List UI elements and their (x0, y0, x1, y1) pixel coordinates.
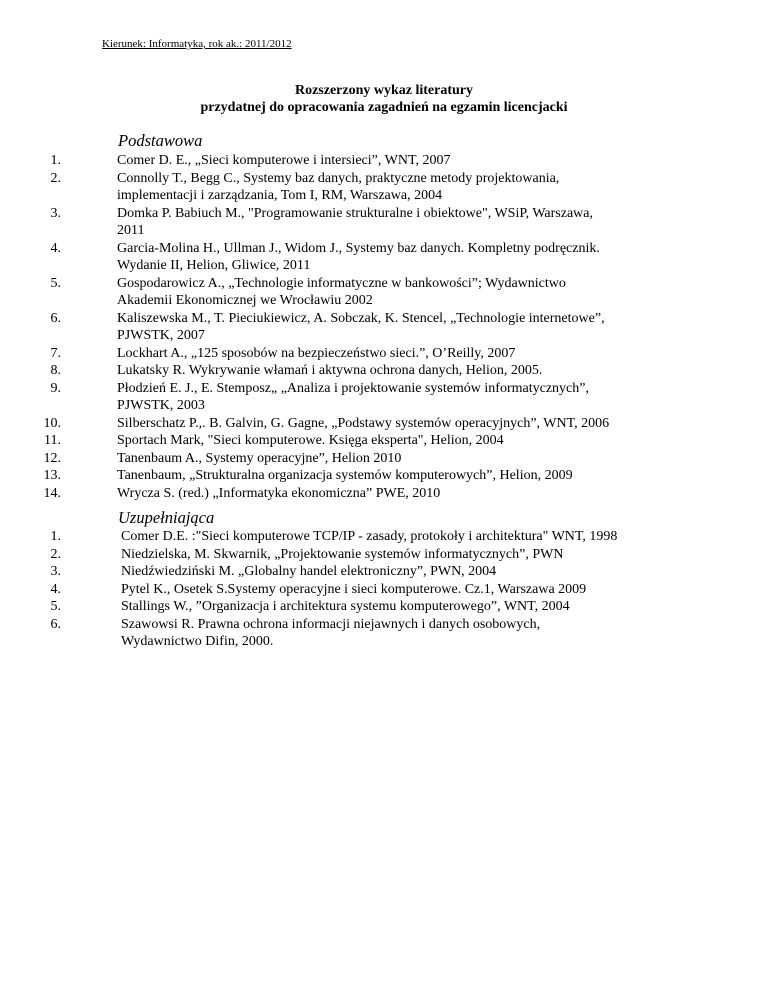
item-citation: Gospodarowicz A., „Technologie informatyczne w bankowości”; Wydawnictwo Akademii Ekonomicznej we Wrocławiu 2002 (117, 275, 566, 308)
bibliography-item (50, 345, 756, 363)
item-citation: Domka P. Babiuch M., "Programowanie strukturalne i obiektowe", WSiP, Warszawa, 2011 (117, 205, 593, 238)
section-heading-supplementary: Uzupełniająca (118, 508, 215, 527)
item-citation: Niedzielska, M. Skwarnik, „Projektowanie systemów informatycznych”, PWN (121, 546, 564, 562)
item-citation: Tanenbaum, „Strukturalna organizacja systemów komputerowych”, Helion, 2009 (117, 468, 573, 483)
bibliography-item (50, 563, 756, 581)
bibliography-item (50, 380, 756, 415)
item-number-label: 13. (43, 468, 61, 483)
item-number-label: 4. (50, 240, 61, 256)
document-title (0, 82, 768, 116)
item-citation: Tanenbaum A., Systemy operacyjne”, Helion 2010 (117, 450, 402, 466)
item-number-label: 2. (50, 546, 61, 562)
item-citation: Garcia-Molina H., Ullman J., Widom J., Systemy baz danych. Kompletny podręcznik. Wydanie II, Helion, Gliwice, 2011 (117, 240, 600, 273)
item-number-label: 4. (50, 581, 61, 597)
page-header: Kierunek: Informatyka, rok ak.: 2011/2012 (102, 38, 292, 50)
bibliography-item (50, 152, 756, 170)
item-number-label: 6. (50, 616, 61, 632)
bibliography-item (50, 598, 756, 616)
item-number-label: 5. (50, 275, 61, 291)
item-citation: Płodzień E. J., E. Stemposz„ „Analiza i projektowanie systemów informatycznych”, PJWSTK, 2003 (117, 380, 589, 413)
item-citation: Wrycza S. (red.) „Informatyka ekonomiczna” PWE, 2010 (117, 485, 441, 501)
bibliography-item (50, 205, 756, 240)
item-number-label: 8. (50, 363, 61, 378)
item-number-label: 12. (43, 450, 61, 466)
bibliography-item (44, 432, 756, 450)
item-citation: Lukatsky R. Wykrywanie włamań i aktywna ochrona danych, Helion, 2005. (117, 363, 543, 378)
item-citation: Stallings W., ”Organizacja i architektura systemu komputerowego”, WNT, 2004 (121, 599, 570, 614)
item-number-label: 3. (50, 205, 61, 221)
bibliography-item (50, 546, 756, 564)
item-citation: Niedźwiedziński M. „Globalny handel elektroniczny”, PWN, 2004 (121, 564, 497, 579)
item-number-label: 5. (50, 599, 61, 614)
bibliography-item (50, 310, 756, 345)
item-number-label: 2. (50, 170, 61, 186)
title-line-2: przydatnej do opracowania zagadnień na egzamin licencjacki (200, 100, 568, 115)
bibliography-item (50, 616, 756, 651)
bibliography-item (50, 170, 756, 205)
item-citation: Kaliszewska M., T. Pieciukiewicz, A. Sobczak, K. Stencel, „Technologie internetowe”, PJWSTK, 2007 (117, 310, 605, 343)
title-line-1: Rozszerzony wykaz literatury (294, 83, 474, 98)
item-citation: Connolly T., Begg C., Systemy baz danych, praktyczne metody projektowania, implementacji i zarządzania, Tom I, RM, Warszawa, 2004 (117, 170, 560, 203)
item-citation: Comer D. E., „Sieci komputerowe i intersieci”, WNT, 2007 (117, 153, 451, 168)
item-number-label: 6. (50, 310, 61, 326)
item-citation: Comer D.E. :"Sieci komputerowe TCP/IP - zasady, protokoły i architektura" WNT, 1998 (121, 529, 618, 544)
item-citation: Szawowsi R. Prawna ochrona informacji niejawnych i danych osobowych, Wydawnictwo Difin, 2000. (121, 616, 541, 649)
bibliography-item (43, 467, 756, 485)
bibliography-item (43, 415, 756, 433)
item-number-label: 1. (50, 153, 61, 168)
bibliography-item (50, 528, 756, 546)
bibliography-item (50, 240, 756, 275)
item-number-label: 3. (50, 564, 61, 579)
item-citation: Silberschatz P.,. B. Galvin, G. Gagne, „Podstawy systemów operacyjnych”, WNT, 2006 (117, 415, 610, 431)
item-number-label: 11. (44, 433, 61, 448)
bibliography-list-basic (43, 152, 756, 502)
bibliography-item (50, 275, 756, 310)
item-number-label: 9. (50, 380, 61, 396)
section-heading-basic: Podstawowa (118, 131, 203, 150)
bibliography-list-supplementary (50, 528, 756, 651)
item-citation: Lockhart A., „125 sposobów na bezpieczeństwo sieci.”, O’Reilly, 2007 (117, 345, 516, 361)
item-citation: Pytel K., Osetek S.Systemy operacyjne i sieci komputerowe. Cz.1, Warszawa 2009 (121, 581, 587, 597)
bibliography-item (43, 485, 756, 503)
item-number-label: 1. (50, 529, 61, 544)
bibliography-item (50, 581, 756, 599)
bibliography-item (43, 450, 756, 468)
item-number-label: 7. (50, 345, 61, 361)
bibliography-item (50, 362, 756, 380)
item-number-label: 10. (43, 415, 61, 431)
item-number-label: 14. (43, 485, 61, 501)
item-citation: Sportach Mark, "Sieci komputerowe. Księga eksperta", Helion, 2004 (117, 433, 504, 448)
